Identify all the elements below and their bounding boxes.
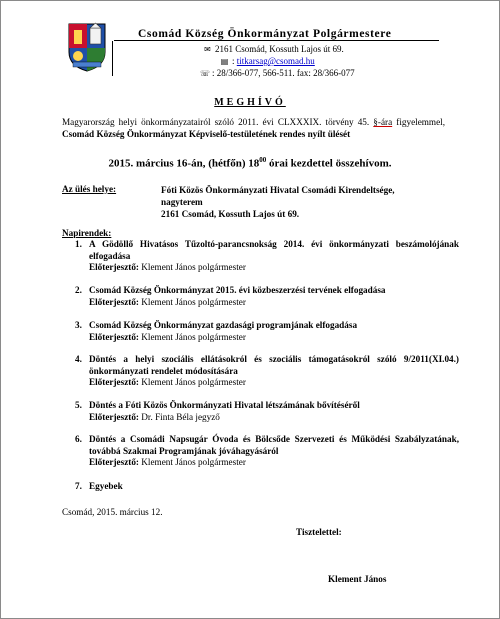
coat-of-arms-logo [67,22,107,72]
phone-line: ☏ : 28/366-077, 566-511. fax: 28/366-077 [200,68,355,78]
address-text: 2161 Csomád, Kossuth Lajos út 69. [215,44,344,54]
venue-line-1: Fóti Közös Önkormányzati Hivatal Csomádi Kirendeltsége, [161,185,395,195]
presenter-name: Klement János polgármester [141,331,246,342]
address-line [203,44,344,54]
presenter-label: Előterjesztő: [89,457,139,467]
venue-line-3: 2161 Csomád, Kossuth Lajos út 69. [161,209,300,219]
org-title: Csomád Község Önkormányzat Polgármestere [138,28,392,40]
intro-section: §-ára [373,117,393,127]
presenter-label: Előterjesztő: [89,296,139,307]
agenda-title: Csomád Község Önkormányzat gazdasági programjának elfogadása [89,320,358,330]
datetime-sup: 00 [259,156,267,164]
presenter-name: Klement János polgármester [141,296,246,307]
email-link[interactable]: titkarsag@csomad.hu [236,56,315,66]
signer-name: Klement János [328,574,387,584]
venue-label: Az ülés helye: [62,184,117,194]
presenter-name: Klement János polgármester [141,377,246,387]
presenter-name: Klement János polgármester [141,262,246,272]
datetime-post: órai kezdettel összehívom. [266,157,392,170]
envelope-icon: ✉ [204,45,211,54]
header-divider-horizontal [114,40,439,41]
agenda-title: Egyebek [89,481,123,491]
agenda-title: Csomád Község Önkormányzat 2015. évi közbeszerzési tervének elfogadása [89,285,386,295]
phone-icon: ☏ [200,69,211,78]
presenter-name: Klement János polgármester [141,457,246,467]
agenda-label: Napirendek: [62,228,112,238]
regards: Tisztelettel: [296,527,342,537]
agenda-num: 3. [75,320,82,330]
phone-text: 28/366-077, 566-511. fax: 28/366-077 [216,68,355,78]
presenter-label: Előterjesztő: [89,262,139,272]
presenter-label: Előterjesztő: [89,377,139,387]
presenter-label: Előterjesztő: [89,331,139,342]
agenda-num: 6. [75,434,82,444]
place-date: Csomád, 2015. március 12. [62,507,163,517]
venue-block [161,184,461,220]
presenter-label: Előterjesztő: [89,411,139,422]
email-line: ▤ : titkarsag@csomad.hu [220,56,315,66]
datetime-pre: 2015. március 16-án, (hétfőn) 18 [108,157,260,170]
intro-paragraph [62,116,445,140]
intro-bold: Csomád Község Önkormányzat Képviselő-testületének rendes nyílt ülését [62,129,351,139]
header-divider-vertical [112,41,113,76]
email-icon: ▤ [220,57,229,66]
agenda-num: 1. [75,239,82,249]
intro-text-2: figyelemmel, [392,117,445,127]
agenda-num: 5. [75,400,82,410]
intro-text-1: Magyarország helyi önkormányzatairól szóló 2011. évi CLXXXIX. törvény 45. [62,117,374,127]
presenter-name: Dr. Finta Béla jegyző [141,411,220,422]
document-heading: MEGHÍVÓ [214,97,286,108]
agenda-num: 7. [75,481,82,491]
agenda-num: 2. [75,285,82,295]
venue-line-2: nagyterem [161,197,203,207]
agenda-title: Döntés a Csomádi Napsugár Óvoda és Bölcsőde Szervezeti és Működési Szabályzatának, továbbá Szakmai Programjának jóváhagyásáról [89,434,459,456]
agenda-num: 4. [75,354,82,364]
agenda-title: A Gödöllő Hivatásos Tűzoltó-parancsnokság 2014. évi önkormányzati beszámolójának elfogadása [89,239,459,261]
meeting-datetime [0,156,500,170]
agenda-title: Döntés a Fóti Közös Önkormányzati Hivatal létszámának bővítéséről [89,400,360,410]
agenda-title: Döntés a helyi szociális ellátásokról és szociális támogatásokról szóló 9/2011(XI.04.) önkormányzati rendelet módosítására [89,354,459,376]
